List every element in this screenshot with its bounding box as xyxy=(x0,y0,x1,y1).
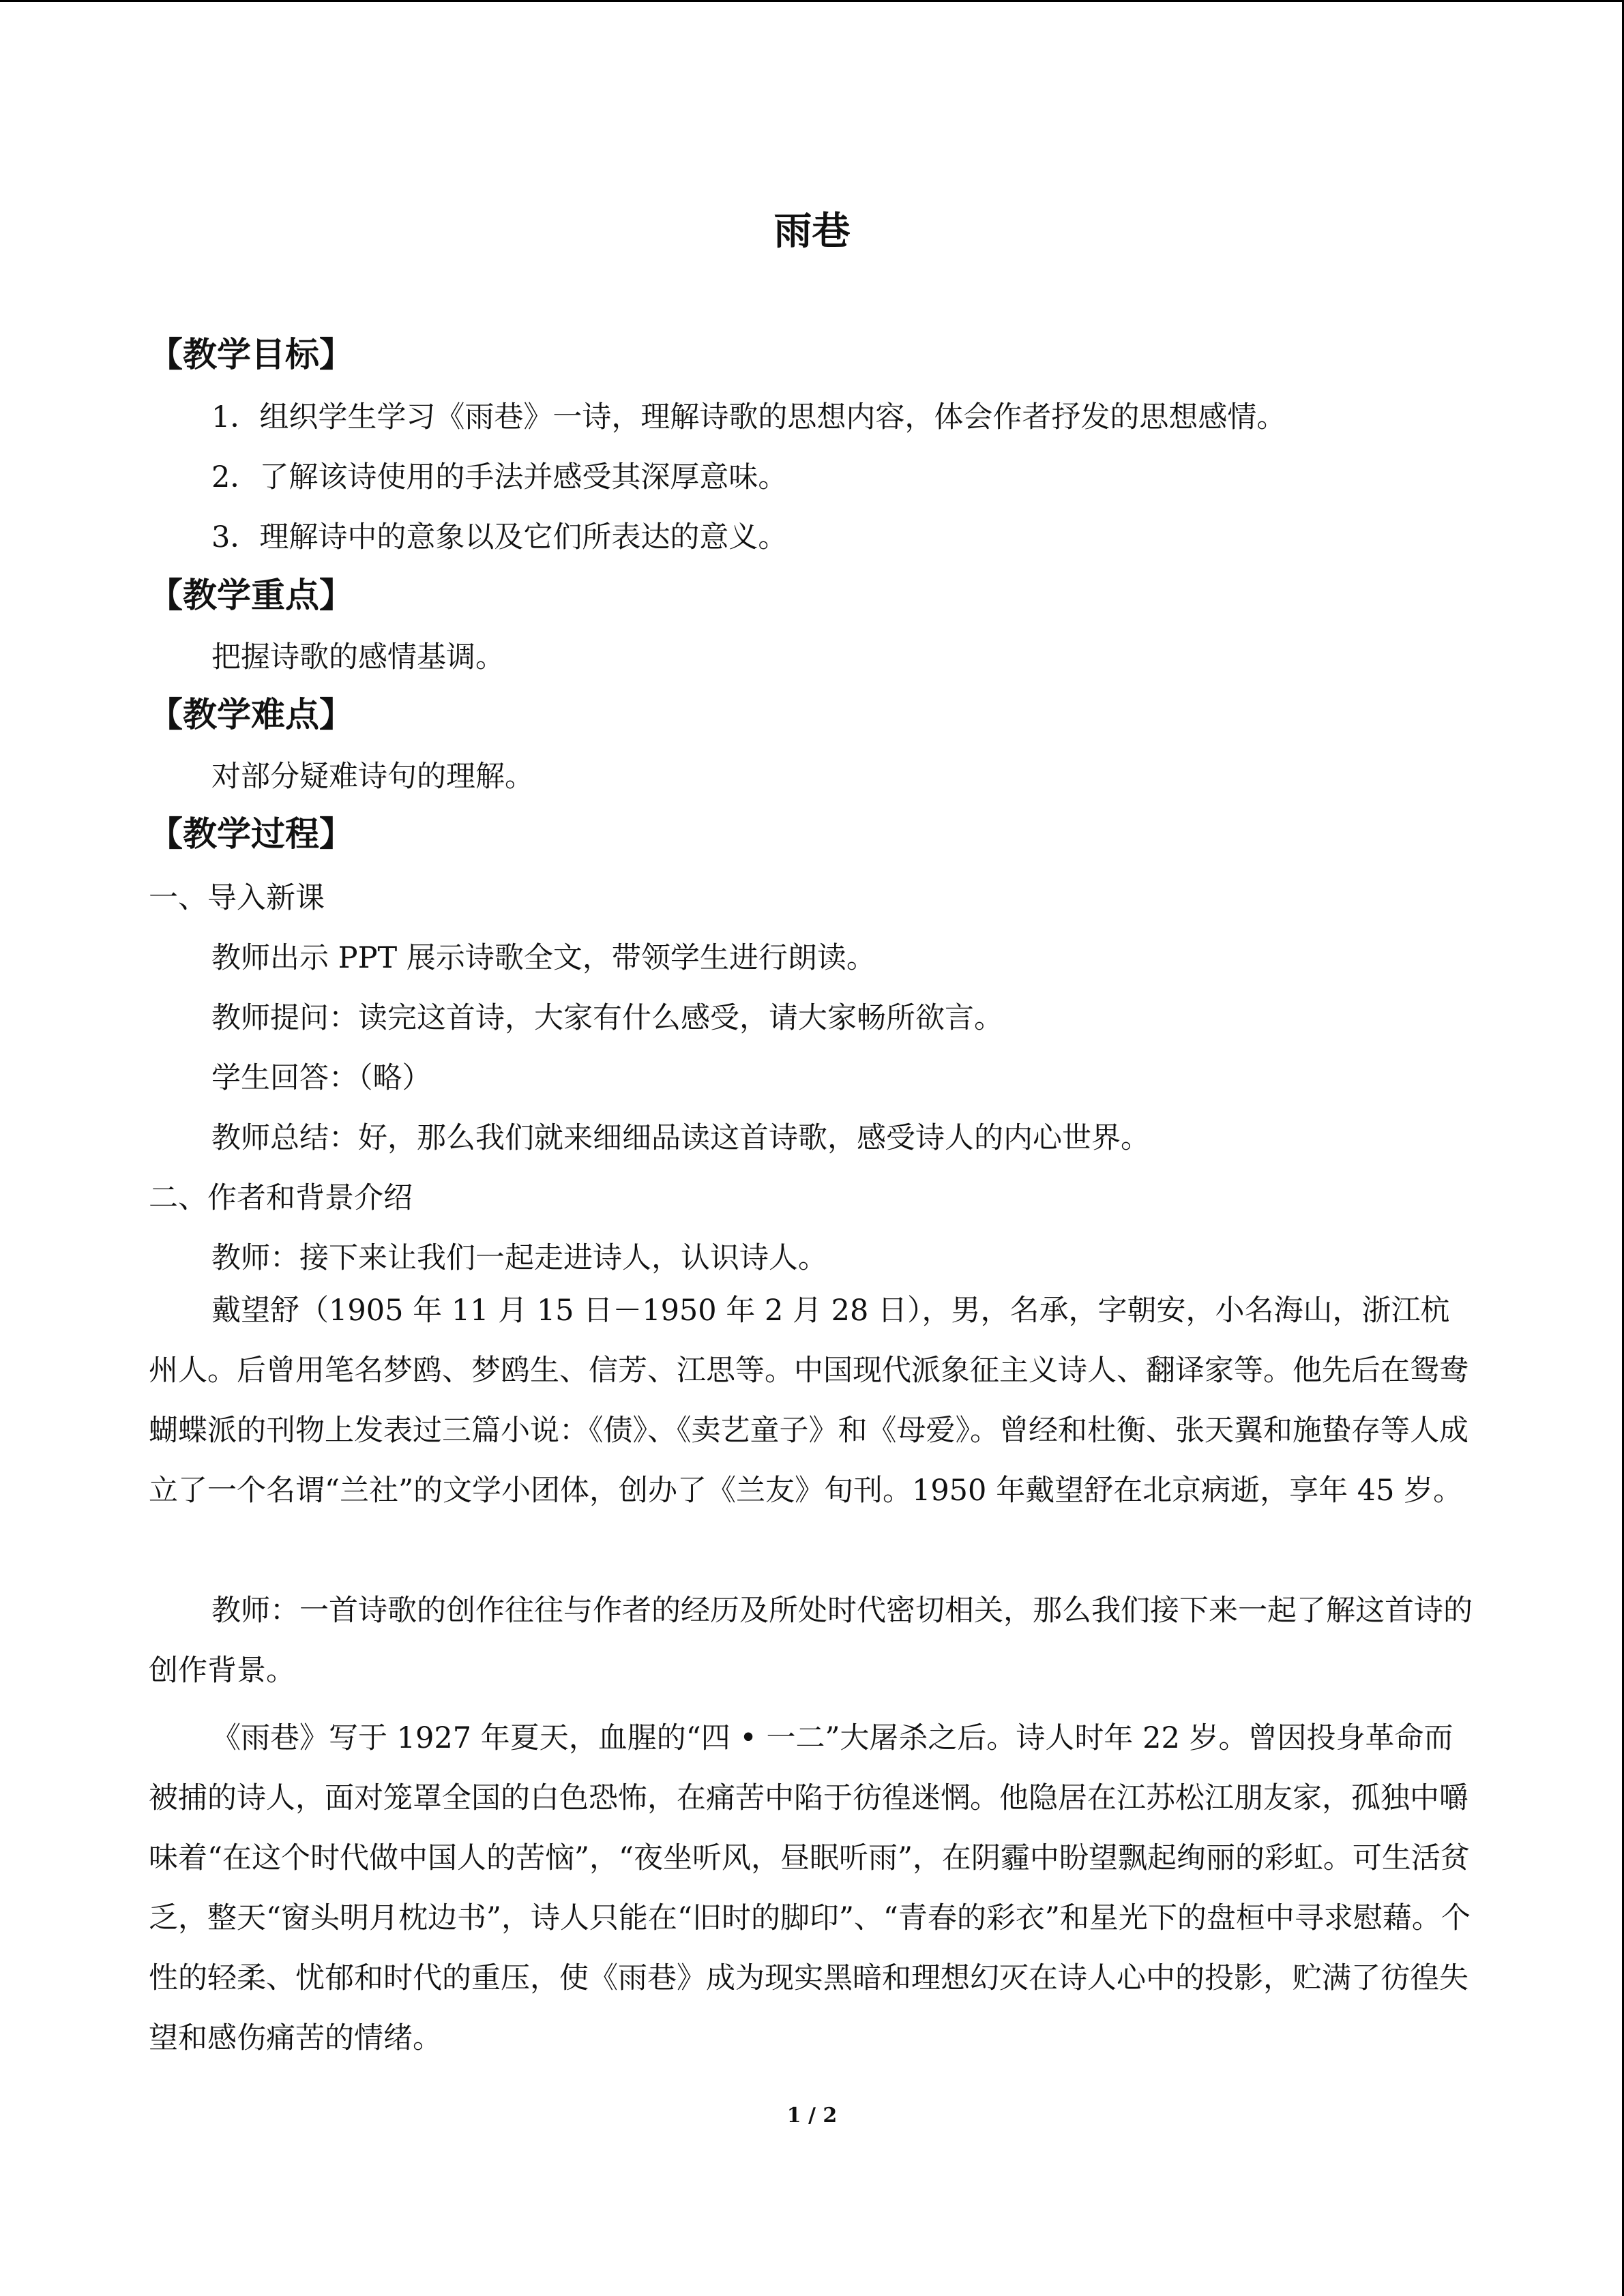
heading-objectives: 【教学目标】 xyxy=(149,335,353,374)
document-title: 雨巷 xyxy=(773,209,851,254)
part2-heading: 二、作者和背景介绍 xyxy=(149,1181,413,1215)
author-biography: 戴望舒（1905 年 11 月 15 日－1950 年 2 月 28 日），男，名承，字朝安，小名海山，浙江杭州人。后曾用笔名梦鸥、梦鸥生、信芳、江思等。中国现代派象征主义诗人、翻译家等。他先后在鸳鸯蝴蝶派的刊物上发表过三篇小说：《债》、《卖艺童子》和《母爱》。曾经和杜衡、张天翼和施蛰存等人成立了一个名谓“兰社”的文学小团体，创办了《兰友》旬刊。1950 年戴望舒在北京病逝，享年 45 岁。 xyxy=(149,1294,1468,1508)
objective-item-3: 3．理解诗中的意象以及它们所表达的意义。 xyxy=(211,520,788,554)
heading-key-point: 【教学重点】 xyxy=(149,576,353,615)
part1-heading: 一、导入新课 xyxy=(149,881,325,915)
part1-line-2: 教师提问：读完这首诗，大家有什么感受，请大家畅所欲言。 xyxy=(211,1001,1003,1035)
heading-difficulty: 【教学难点】 xyxy=(149,695,353,734)
heading-process: 【教学过程】 xyxy=(149,814,353,854)
key-point-text: 把握诗歌的感情基调。 xyxy=(211,640,505,674)
part1-line-1: 教师出示 PPT 展示诗歌全文，带领学生进行朗读。 xyxy=(211,941,876,975)
objective-item-2: 2．了解该诗使用的手法并感受其深厚意味。 xyxy=(211,460,788,494)
part1-line-4: 教师总结：好，那么我们就来细细品读这首诗歌，感受诗人的内心世界。 xyxy=(211,1121,1150,1155)
poem-background: 《雨巷》写于 1927 年夏天，血腥的“四 • 一二”大屠杀之后。诗人时年 22 岁。曾因投身革命而被捕的诗人，面对笼罩全国的白色恐怖，在痛苦中陷于彷徨迷惘。他隐居在江苏松江朋友家，孤独中嚼味着“在这个时代做中国人的苦恼”，“夜坐听风，昼眠听雨”，在阴霾中盼望飘起绚丽的彩虹。可生活贫乏，整天“窗头明月枕边书”，诗人只能在“旧时的脚印”、“青春的彩衣”和星光下的盘桓中寻求慰藉。个性的轻柔、忧郁和时代的重压，使《雨巷》成为现实黑暗和理想幻灭在诗人心中的投影，贮满了彷徨失望和感伤痛苦的情绪。 xyxy=(149,1721,1471,2055)
part1-line-3: 学生回答：（略） xyxy=(211,1061,432,1095)
page-number: 1 / 2 xyxy=(786,2104,838,2128)
objective-item-1: 1．组织学生学习《雨巷》一诗，理解诗歌的思想内容，体会作者抒发的思想感情。 xyxy=(211,400,1286,434)
difficulty-text: 对部分疑难诗句的理解。 xyxy=(211,760,534,794)
part2-intro: 教师：接下来让我们一起走进诗人，认识诗人。 xyxy=(211,1241,827,1275)
background-transition: 教师：一首诗歌的创作往往与作者的经历及所处时代密切相关，那么我们接下来一起了解这首诗的创作背景。 xyxy=(149,1594,1473,1688)
